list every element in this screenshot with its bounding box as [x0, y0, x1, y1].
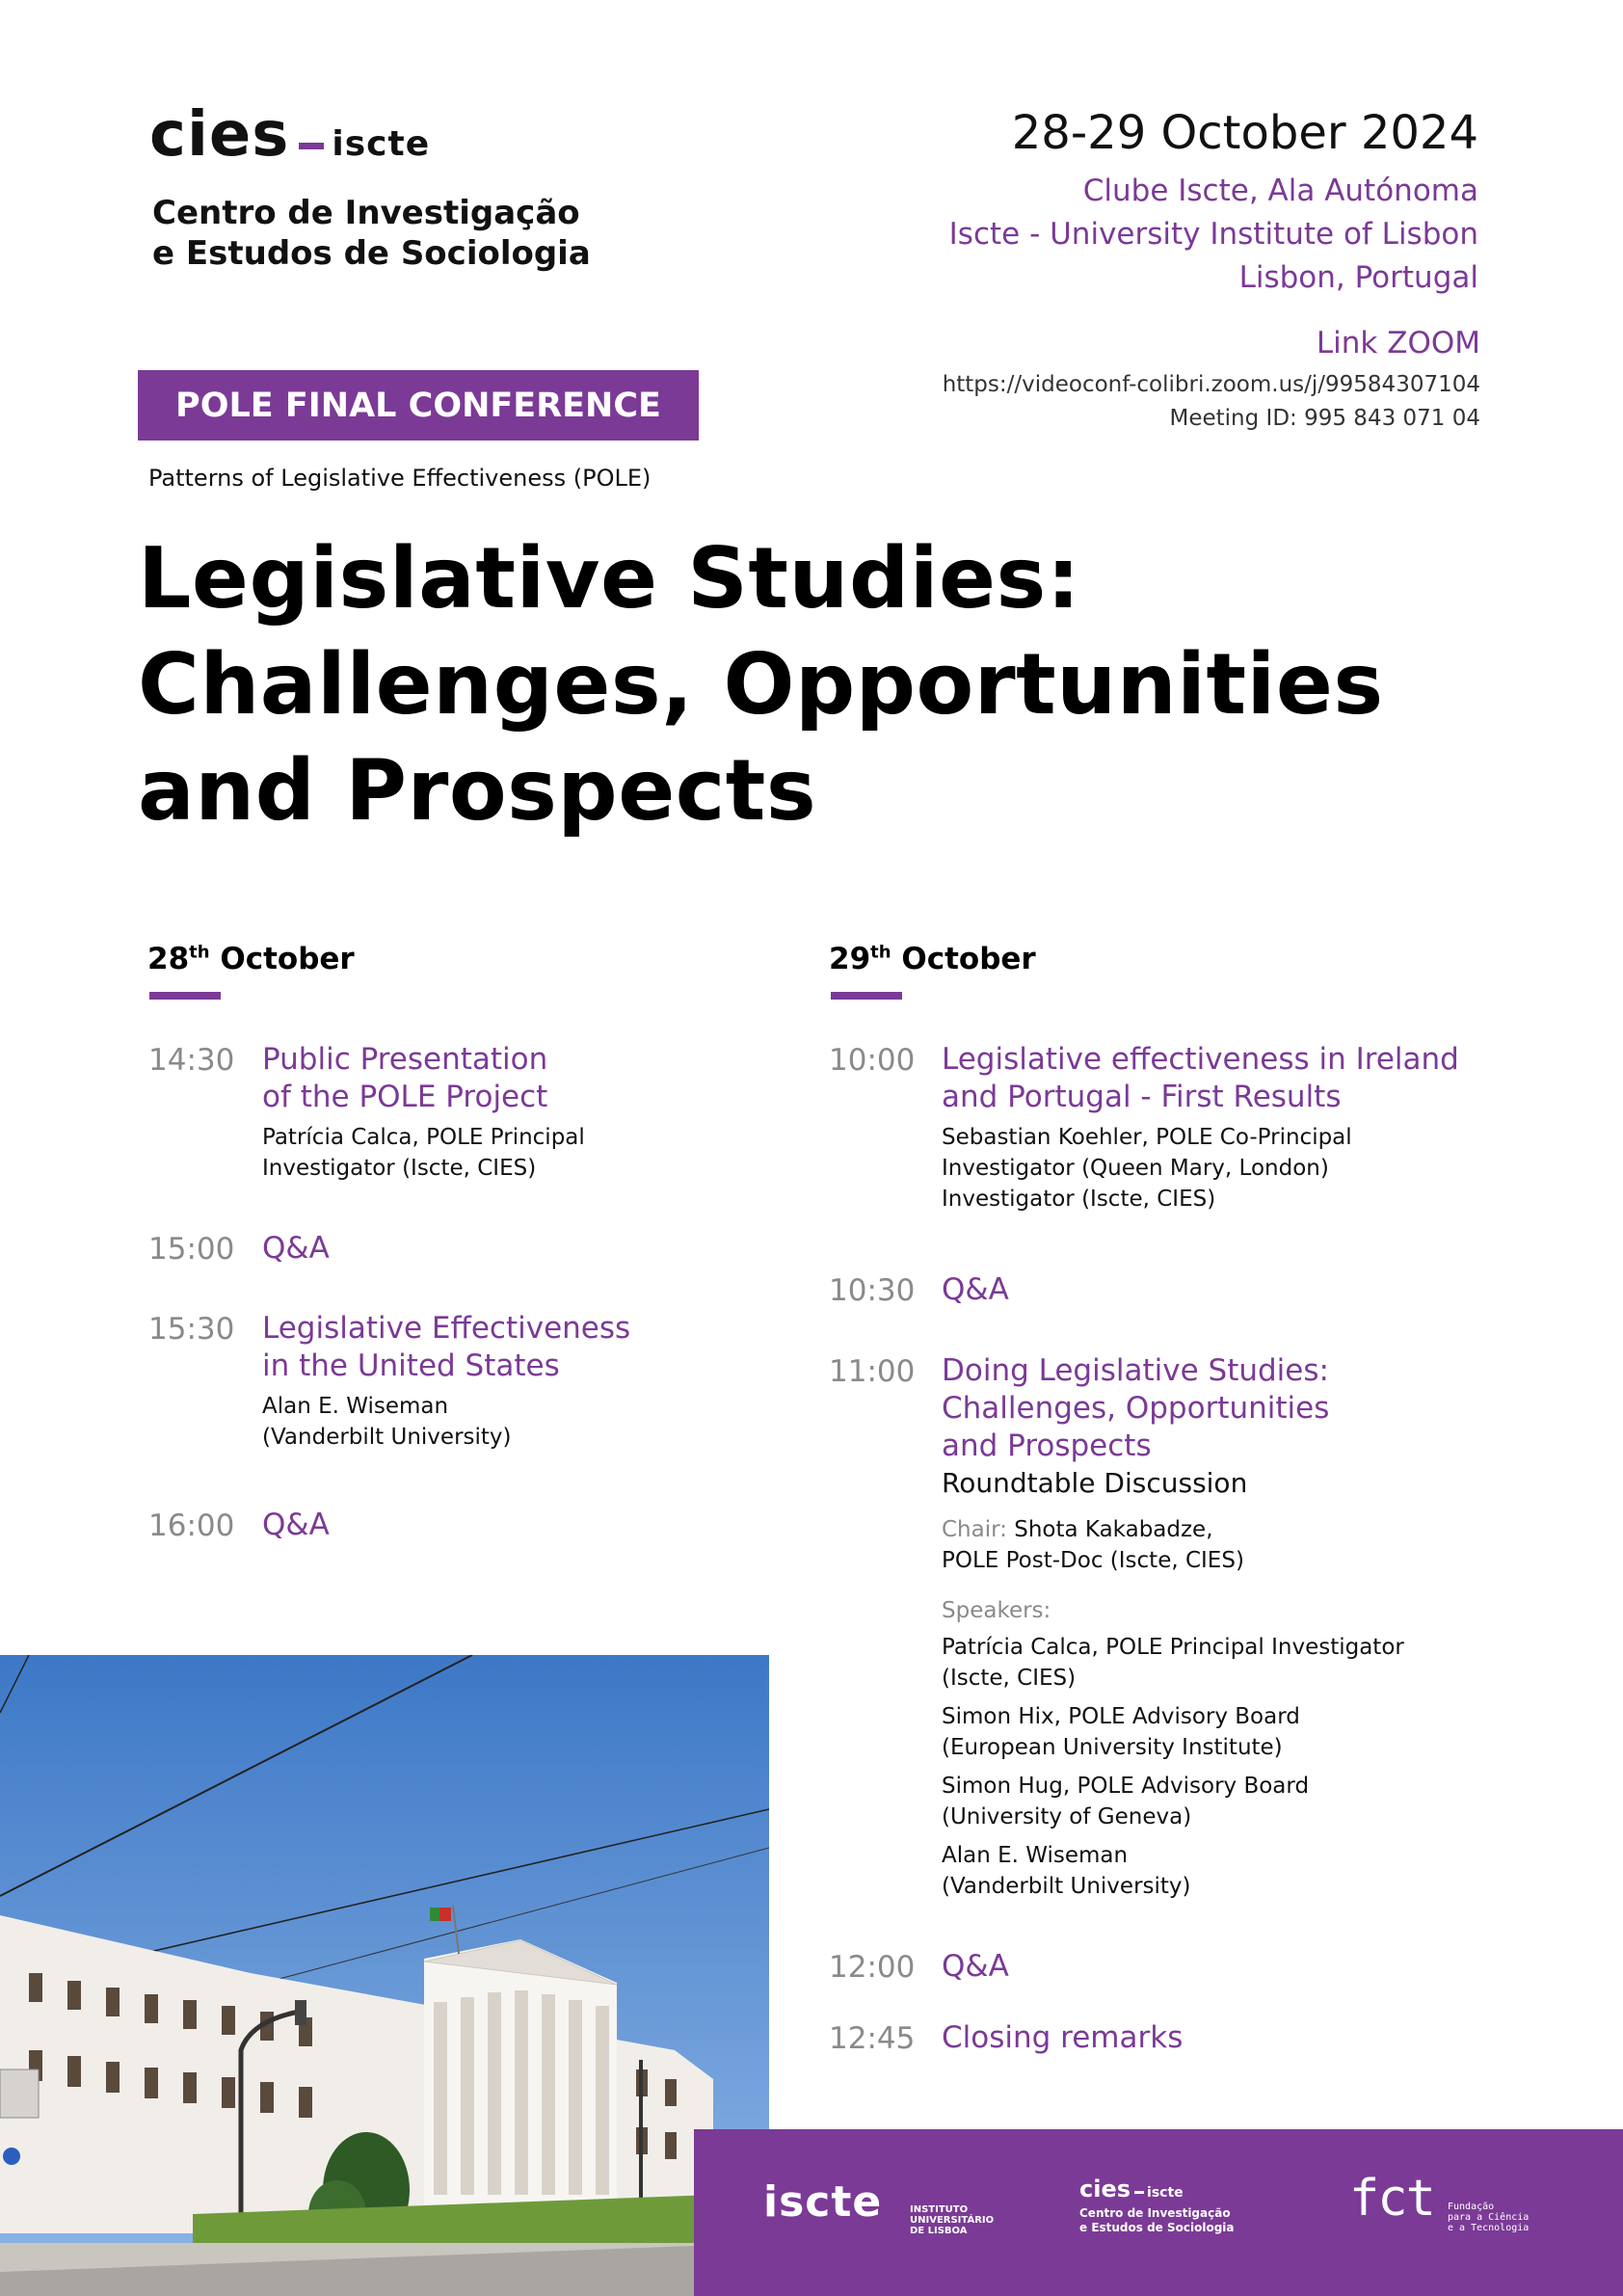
- cies-footer-dash: [1134, 2191, 1144, 2194]
- chair-affiliation: POLE Post-Doc (Iscte, CIES): [942, 1548, 1244, 1573]
- event-title: Closing remarks: [942, 2020, 1184, 2055]
- speaker-affiliation: (Iscte, CIES): [942, 1666, 1077, 1691]
- day1-sup: th: [189, 942, 210, 963]
- day2-heading: [829, 942, 1036, 976]
- venue: [949, 170, 1478, 300]
- cies-footer-iscte: iscte: [1147, 2185, 1184, 2201]
- speaker-line: Simon Hug, POLE Advisory Board: [942, 1774, 1310, 1799]
- parliament-illustration: [0, 1655, 769, 2296]
- logo-sub-line1: Centro de Investigação: [152, 194, 580, 232]
- venue-line2: Iscte - University Institute of Lisbon: [948, 217, 1478, 252]
- day2-underline: [831, 992, 902, 1000]
- venue-line3: Lisbon, Portugal: [1238, 260, 1478, 295]
- zoom-link-title: Link ZOOM: [1316, 326, 1480, 360]
- event-title: of the POLE Project: [262, 1080, 548, 1114]
- cies-footer-sub1: Centro de Investigação: [1079, 2206, 1231, 2220]
- iscte-footer-logo: [763, 2177, 882, 2227]
- cies-footer-logo: [1079, 2176, 1235, 2235]
- event-title: Legislative effectiveness in Ireland: [942, 1042, 1459, 1077]
- schedule-time: 12:45: [829, 2021, 916, 2056]
- cies-footer-sub2: e Estudos de Sociologia: [1079, 2221, 1235, 2234]
- event-date: 28-29 October 2024: [1011, 106, 1478, 160]
- sponsor-footer: [694, 2129, 1623, 2296]
- event-title: in the United States: [262, 1348, 560, 1383]
- schedule-item: [942, 1352, 1404, 1902]
- fct-sub-line3: e a Tecnologia: [1448, 2223, 1530, 2233]
- chair-line: [942, 1514, 1404, 1545]
- cies-logo-subtitle: [152, 193, 591, 274]
- fct-logo-subtitle: [1448, 2202, 1529, 2233]
- event-title: Legislative Effectiveness: [262, 1311, 631, 1346]
- event-title: Q&A: [262, 1508, 330, 1542]
- day1-underline: [149, 992, 221, 1000]
- speaker-affiliation: (Vanderbilt University): [942, 1874, 1191, 1899]
- schedule-time: 15:00: [148, 1232, 235, 1267]
- day2-num: 29: [829, 942, 871, 976]
- title-line1: Legislative Studies:: [138, 529, 1081, 627]
- logo-sub-line2: e Estudos de Sociologia: [152, 234, 591, 273]
- event-title: Challenges, Opportunities: [942, 1391, 1330, 1426]
- speaker-affiliation: (European University Institute): [942, 1735, 1283, 1760]
- cies-logo: [149, 99, 431, 171]
- event-title: Public Presentation: [262, 1042, 548, 1077]
- title-line3: and Prospects: [138, 741, 817, 840]
- day1-month: October: [220, 942, 355, 976]
- iscte-sub-line1: INSTITUTO: [910, 2204, 969, 2215]
- iscte-logo-text: iscte: [763, 2177, 883, 2227]
- speaker-line: Patrícia Calca, POLE Principal Investigator: [942, 1635, 1404, 1660]
- project-name: Patterns of Legislative Effectiveness (POLE): [148, 465, 652, 492]
- zoom-meeting-id: Meeting ID: 995 843 071 04: [1169, 406, 1480, 431]
- event-title: and Portugal - First Results: [942, 1080, 1342, 1114]
- schedule-time: 11:00: [829, 1354, 916, 1389]
- speaker-line: Simon Hix, POLE Advisory Board: [942, 1704, 1300, 1729]
- title-line2: Challenges, Opportunities: [138, 635, 1384, 734]
- conference-badge: POLE FINAL CONFERENCE: [138, 370, 699, 441]
- logo-dash: [299, 143, 324, 149]
- iscte-sub-line2: UNIVERSITÁRIO: [910, 2215, 995, 2226]
- fct-sub-line2: para a Ciência: [1448, 2212, 1530, 2223]
- event-title: Doing Legislative Studies:: [942, 1353, 1329, 1388]
- event-detail: Sebastian Koehler, POLE Co-Principal: [942, 1125, 1352, 1150]
- cies-logo-text: cies: [149, 99, 290, 171]
- event-title: Q&A: [942, 1949, 1009, 1984]
- iscte-sub-line3: DE LISBOA: [910, 2226, 968, 2236]
- event-detail: (Vanderbilt University): [262, 1425, 512, 1450]
- schedule-item: [262, 1310, 630, 1453]
- venue-line1: Clube Iscte, Ala Autónoma: [1082, 174, 1478, 208]
- schedule-time: 10:30: [829, 1273, 916, 1308]
- event-subtitle: Roundtable Discussion: [942, 1467, 1248, 1499]
- day2-month: October: [901, 942, 1036, 976]
- day1-num: 28: [147, 942, 190, 976]
- chair-label: Chair:: [942, 1517, 1007, 1542]
- event-title: Q&A: [942, 1272, 1009, 1307]
- cies-footer-text: cies: [1079, 2176, 1131, 2203]
- schedule-time: 15:30: [148, 1312, 235, 1347]
- day2-sup: th: [870, 942, 891, 963]
- speakers-label: Speakers:: [942, 1598, 1051, 1623]
- fct-sub-line1: Fundação: [1448, 2202, 1495, 2212]
- cies-logo-iscte: iscte: [332, 124, 431, 164]
- day1-heading: [147, 942, 355, 976]
- fct-footer-logo: [1349, 2170, 1434, 2228]
- event-detail: Patrícia Calca, POLE Principal: [262, 1125, 585, 1150]
- schedule-time: 14:30: [148, 1043, 235, 1078]
- speaker-line: Alan E. Wiseman: [942, 1843, 1129, 1868]
- event-detail: Alan E. Wiseman: [262, 1394, 449, 1419]
- schedule-item: [942, 1041, 1459, 1215]
- parliament-photo: [0, 1655, 769, 2296]
- schedule-item: [262, 1041, 585, 1184]
- speaker-affiliation: (University of Geneva): [942, 1804, 1192, 1829]
- event-detail: Investigator (Iscte, CIES): [262, 1156, 537, 1181]
- event-detail: Investigator (Iscte, CIES): [942, 1187, 1216, 1212]
- fct-logo-text: fct: [1349, 2170, 1434, 2228]
- schedule-time: 16:00: [148, 1508, 235, 1543]
- page-title: [138, 525, 1384, 843]
- event-title: Q&A: [262, 1231, 330, 1266]
- event-detail: Investigator (Queen Mary, London): [942, 1156, 1329, 1181]
- event-title: and Prospects: [942, 1428, 1152, 1463]
- schedule-time: 10:00: [829, 1043, 916, 1078]
- schedule-time: 12:00: [829, 1950, 916, 1985]
- zoom-url-link[interactable]: https://videoconf-colibri.zoom.us/j/99584307104: [942, 372, 1480, 397]
- iscte-logo-subtitle: [910, 2204, 994, 2236]
- chair-name: Shota Kakabadze,: [1014, 1517, 1213, 1542]
